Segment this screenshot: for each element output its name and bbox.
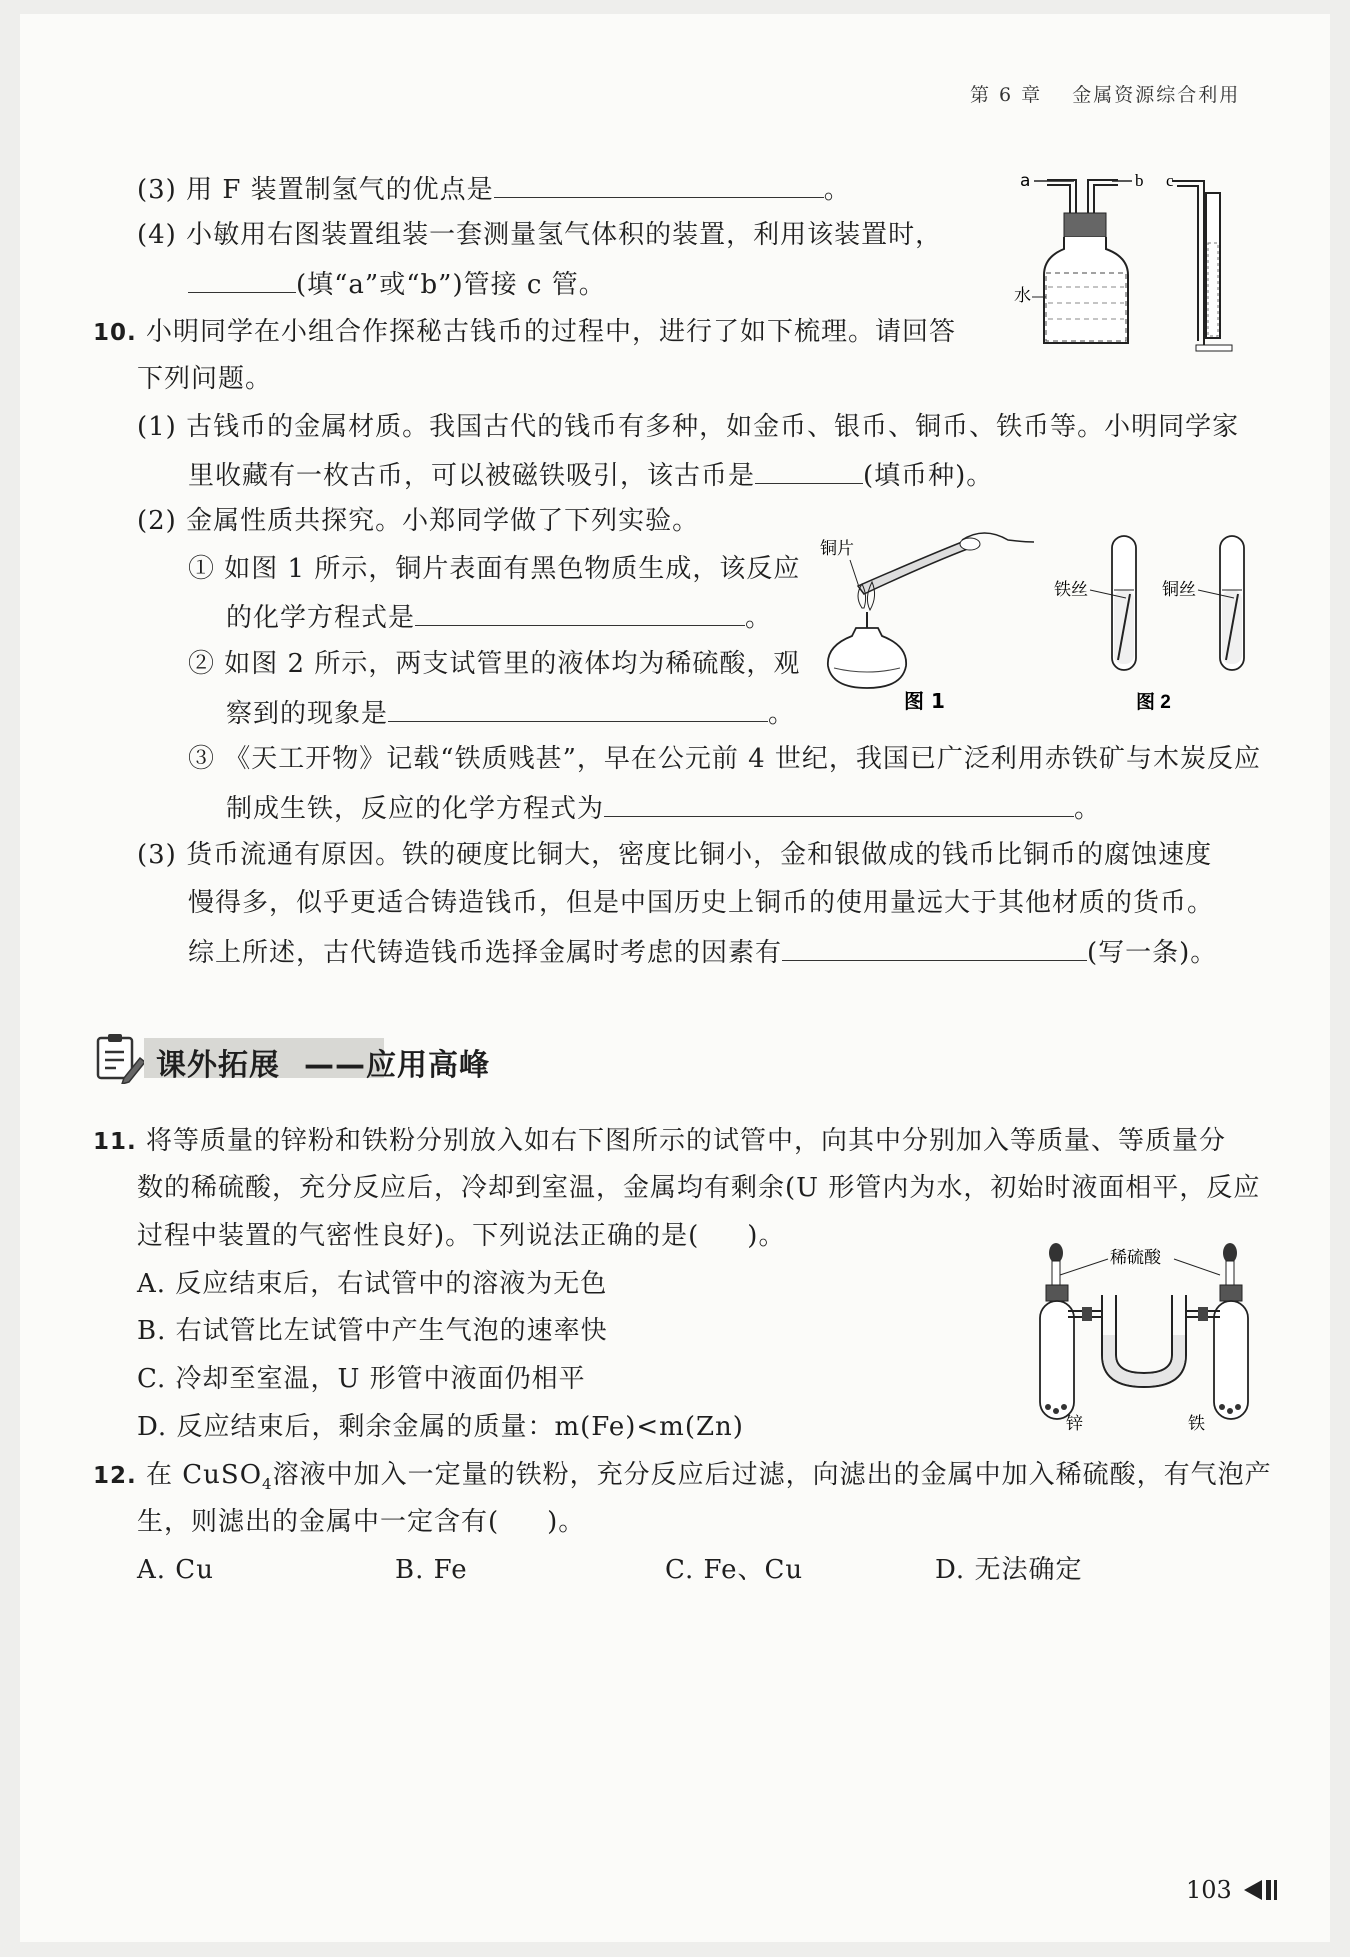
answer-blank[interactable] bbox=[782, 936, 1087, 961]
question-text: 如图 2 所示，两支试管里的液体均为稀硫酸，观 bbox=[224, 649, 801, 679]
q10-part3 bbox=[137, 840, 1212, 870]
question-text: 溶液中加入一定量的铁粉，充分反应后过滤，向滤出的金属中加入稀硫酸，有气泡产 bbox=[272, 1460, 1272, 1490]
answer-blank[interactable] bbox=[755, 459, 863, 484]
section-subtitle: ——应用高峰 bbox=[304, 1048, 490, 1083]
question-text: 制成生铁，反应的化学方程式为 bbox=[226, 794, 605, 824]
figure-2 bbox=[1050, 532, 1270, 718]
question-text: 如图 1 所示，铜片表面有黑色物质生成，该反应 bbox=[224, 554, 801, 584]
question-text: 里收藏有一枚古币，可以被磁铁吸引，该古币是 bbox=[188, 461, 756, 491]
label-iron-wire: 铁丝 bbox=[1054, 580, 1088, 599]
label-c: c bbox=[1166, 171, 1174, 190]
q10-sub1 bbox=[188, 554, 800, 584]
label-iron: 铁 bbox=[1188, 1414, 1205, 1433]
question-text: 过程中装置的气密性良好)。下列说法正确的是( bbox=[137, 1221, 700, 1251]
question-text: 察到的现象是 bbox=[226, 699, 389, 729]
q12-line1 bbox=[93, 1460, 1272, 1499]
q12-option-c[interactable]: C. Fe、Cu bbox=[665, 1555, 804, 1585]
page-number: 103 bbox=[1186, 1876, 1232, 1904]
q10-stem-cont: 下列问题。 bbox=[137, 364, 273, 394]
q9-part4 bbox=[137, 220, 942, 250]
q10-sub3-cont bbox=[226, 792, 1101, 824]
q11-line2: 数的稀硫酸，充分反应后，冷却到室温，金属均有剩余(U 形管内为水，初始时液面相平，反应 bbox=[137, 1173, 1261, 1203]
punct: 。 bbox=[768, 699, 796, 729]
punct: 。 bbox=[745, 603, 773, 633]
part-label: (3) bbox=[137, 840, 177, 870]
answer-blank[interactable] bbox=[494, 173, 824, 198]
question-text: 的化学方程式是 bbox=[226, 603, 416, 633]
q10-sub3 bbox=[188, 744, 1261, 774]
gas-measure-figure bbox=[1012, 165, 1260, 355]
sub-mark: ③ bbox=[188, 744, 216, 774]
q10-part1 bbox=[137, 412, 1239, 442]
label-zinc: 锌 bbox=[1066, 1414, 1083, 1433]
part-label: (1) bbox=[137, 412, 177, 442]
question-text: (填“a”或“b”)管接 c 管。 bbox=[296, 270, 606, 300]
chapter-number: 第 6 章 bbox=[970, 84, 1043, 106]
q11-line3 bbox=[137, 1221, 785, 1251]
q11-line1 bbox=[93, 1126, 1226, 1157]
part-label: (2) bbox=[137, 506, 177, 536]
label-copper-sheet: 铜片 bbox=[820, 539, 854, 558]
answer-blank[interactable] bbox=[604, 792, 1074, 817]
question-number: 11. bbox=[93, 1129, 137, 1155]
q10-part2 bbox=[137, 506, 699, 536]
q12-option-d[interactable]: D. 无法确定 bbox=[935, 1555, 1083, 1585]
q11-option-a[interactable]: A. 反应结束后，右试管中的溶液为无色 bbox=[137, 1269, 608, 1299]
punct: 。 bbox=[823, 175, 851, 205]
notepad-pencil-icon bbox=[94, 1032, 146, 1084]
part-label: (4) bbox=[137, 220, 177, 250]
sub-mark: ① bbox=[188, 554, 216, 584]
question-text: 用 F 装置制氢气的优点是 bbox=[186, 175, 494, 205]
q12-line2 bbox=[137, 1507, 585, 1537]
running-header bbox=[970, 80, 1240, 107]
q9-part4-cont bbox=[188, 268, 606, 300]
subscript: 4 bbox=[262, 1475, 273, 1494]
question-number: 12. bbox=[93, 1463, 137, 1489]
question-text: 综上所述，古代铸造钱币选择金属时考虑的因素有 bbox=[188, 938, 783, 968]
label-a: a bbox=[1020, 171, 1031, 191]
q9-part3 bbox=[137, 173, 851, 205]
chapter-title: 金属资源综合利用 bbox=[1072, 84, 1241, 106]
q10-part3-line2: 慢得多，似乎更适合铸造钱币，但是中国历史上铜币的使用量远大于其他材质的货币。 bbox=[188, 888, 1215, 918]
figure-1-caption: 图 1 bbox=[904, 689, 945, 713]
question-text: 金属性质共探究。小郑同学做了下列实验。 bbox=[186, 506, 700, 536]
punct: 。 bbox=[1074, 794, 1102, 824]
label-b: b bbox=[1135, 171, 1144, 190]
q12-option-b[interactable]: B. Fe bbox=[395, 1555, 468, 1585]
question-text: 生，则滤出的金属中一定含有( bbox=[137, 1507, 500, 1537]
answer-blank[interactable] bbox=[415, 601, 745, 626]
question-text: 《天工开物》记载“铁质贱甚”，早在公元前 4 世纪，我国已广泛利用赤铁矿与木炭反应 bbox=[224, 744, 1261, 774]
q11-option-c[interactable]: C. 冷却至室温，U 形管中液面仍相平 bbox=[137, 1364, 586, 1394]
question-text: )。 bbox=[547, 1507, 586, 1537]
label-dilute-sulfuric-acid: 稀硫酸 bbox=[1110, 1248, 1161, 1267]
q10-part1-cont bbox=[188, 459, 993, 491]
question-text: 在 CuSO bbox=[146, 1460, 263, 1490]
part-label: (3) bbox=[137, 175, 177, 205]
q10-sub2-cont bbox=[226, 697, 795, 729]
q11-option-d[interactable]: D. 反应结束后，剩余金属的质量：m(Fe)<m(Zn) bbox=[137, 1412, 744, 1442]
section-heading bbox=[94, 1032, 514, 1084]
section-title: 课外拓展 bbox=[156, 1048, 280, 1083]
q12-option-a[interactable]: A. Cu bbox=[137, 1555, 214, 1585]
question-text: (写一条)。 bbox=[1087, 938, 1218, 968]
q10-sub2 bbox=[188, 649, 800, 679]
question-text: 小明同学在小组合作探秘古钱币的过程中，进行了如下梳理。请回答 bbox=[146, 317, 957, 347]
q10-sub1-cont bbox=[226, 601, 772, 633]
q10-stem bbox=[93, 317, 956, 348]
question-text: )。 bbox=[747, 1221, 786, 1251]
figure-2-caption: 图 2 bbox=[1136, 692, 1171, 713]
label-water: 水 bbox=[1014, 286, 1031, 305]
question-text: (填币种)。 bbox=[863, 461, 994, 491]
answer-blank[interactable] bbox=[388, 697, 768, 722]
question-number: 10. bbox=[93, 320, 137, 346]
q10-part3-line3 bbox=[188, 936, 1217, 968]
u-tube-figure bbox=[1030, 1235, 1266, 1435]
q11-option-b[interactable]: B. 右试管比左试管中产生气泡的速率快 bbox=[137, 1316, 608, 1346]
question-text: 将等质量的锌粉和铁粉分别放入如右下图所示的试管中，向其中分别加入等质量、等质量分 bbox=[146, 1126, 1227, 1156]
figure-1 bbox=[812, 518, 1042, 718]
question-text: 小敏用右图装置组装一套测量氢气体积的装置，利用该装置时， bbox=[186, 220, 943, 250]
sub-mark: ② bbox=[188, 649, 216, 679]
question-text: 古钱币的金属材质。我国古代的钱币有多种，如金币、银币、铜币、铁币等。小明同学家 bbox=[186, 412, 1240, 442]
label-copper-wire: 铜丝 bbox=[1162, 580, 1196, 599]
answer-blank[interactable] bbox=[188, 268, 296, 293]
page-arrow-icon bbox=[1240, 1877, 1290, 1903]
question-text: 货币流通有原因。铁的硬度比铜大，密度比铜小，金和银做成的钱币比铜币的腐蚀速度 bbox=[186, 840, 1213, 870]
